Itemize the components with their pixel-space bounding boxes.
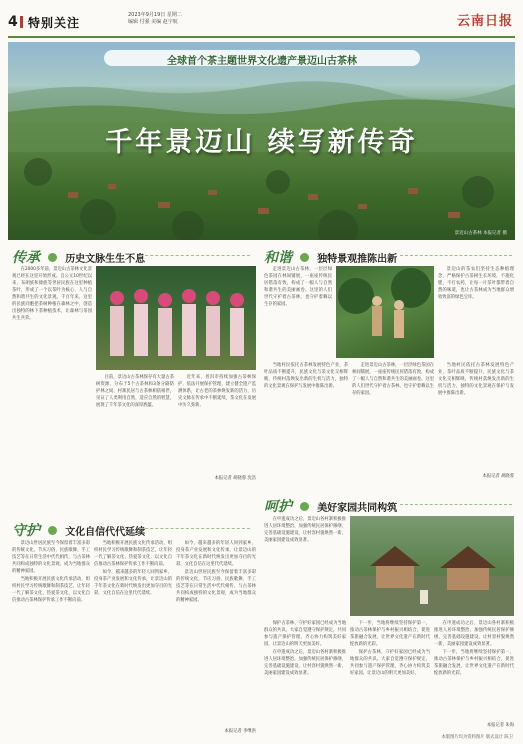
paragraph: 在申遗成功之后，景迈山各村寨积极推进人居环境整治，加强传统民居保护修缮，完善基础设施建设，让村容村貌焕然一新，美丽家园建设成效显著。 — [264, 517, 346, 543]
home-column-2 — [264, 620, 346, 736]
section-history-script: 传承 — [12, 250, 40, 266]
tea-picking-illustration — [336, 266, 434, 358]
home-column-4 — [434, 620, 514, 720]
leaf-icon — [300, 502, 309, 511]
paragraph: 景迈山世居民族至今保留着丰富多彩的传统文化，节庆习俗、民族歌舞、手工技艺等在日常生活中代代相传，与古茶林共同构成独特的文化景观，成为当地群众的精神家园。 — [12, 541, 90, 574]
issue-editors: 编辑 付强 美编 赵宇航 — [128, 19, 178, 25]
page-accent-bar — [20, 16, 23, 28]
section-divider — [140, 528, 250, 529]
hero-headline: 千年景迈山 续写新传奇 — [105, 127, 418, 158]
paragraph: 当地村民依托古茶林发展特色产业，茶叶品质不断提升，民族文化与茶文化交相辉映，传统村落焕发出新的生机与活力，独特的文化景观在保护与发展中推陈出新。 — [264, 363, 348, 389]
section-culture-title: 文化自信代代延续 — [65, 527, 146, 538]
paragraph: 近年来，普洱市持续加强古茶林保护，依法开展保护管理，建立健全遗产监测体系，让古老的茶林焕发新的活力，历史文脉在传承中不断延续，茶文化在发展中历久弥新。 — [178, 375, 256, 408]
culture-column-3 — [176, 540, 256, 726]
history-credit: 本报记者 胡晓蓉 沈浩 — [214, 476, 256, 481]
paragraph: 当地村民依托古茶林发展特色产业，茶叶品质不断提升，民族文化与茶文化交相辉映，传统村落焕发出新的生机与活力，独特的文化景观在保护与发展中推陈出新。 — [438, 363, 514, 396]
village-illustration — [350, 516, 514, 616]
issue-date: 2023年9月19日 星期二 — [128, 12, 182, 18]
paragraph: 走进景迈山古茶林，一层层绿色茶园在林间铺展，一座座传统民居错落有致，构成了一幅人与自然和谐共生的美丽画卷。这里的人们世代守护着古茶林，也守护着赖以生存的家园。 — [352, 363, 434, 396]
paragraph: 景迈山世居民族至今保留着丰富多彩的传统文化，节庆习俗、民族歌舞、手工技艺等在日常生活中代代相传，与古茶林共同构成独特的文化景观，成为当地群众的精神家园。 — [176, 570, 256, 603]
section-harmony-heading — [264, 247, 398, 266]
harmony-column-5 — [438, 362, 514, 470]
newspaper-masthead: 云南日报 — [456, 14, 513, 29]
section-culture-heading — [12, 520, 146, 539]
hero-photo — [8, 42, 515, 240]
page-number: 4 — [8, 14, 18, 30]
paragraph: 走进景迈山古茶林，一层层绿色茶园在林间铺展，一座座传统民居错落有致，构成了一幅人与自然和谐共生的美丽画卷。这里的人们世代守护着古茶林，也守护着赖以生存的家园。 — [264, 267, 332, 307]
paragraph: 下一步，当地将继续坚持保护第一，推动古茶林保护与乡村振兴相结合，促进茶旅融合发展，让世界文化遗产在新时代绽放新的光彩。 — [350, 621, 430, 647]
section-harmony-title: 独特景观推陈出新 — [317, 254, 398, 265]
harmony-column-1 — [264, 266, 332, 358]
hero-caption: 景迈山古茶林 本报记者 摄 — [454, 231, 507, 236]
history-column-1 — [12, 266, 92, 426]
culture-credit: 本报记者 李继洪 — [224, 729, 256, 734]
paragraph: 景迈山的茶农们坚持生态种植理念，严格保护古茶树生长环境，不施化肥、不打农药，让每一片茶叶都带着自然的味道，也让古茶林成为当地群众增收致富的绿色宝库。 — [438, 267, 514, 300]
paragraph: 当地积极开展民族文化传承活动，组织村民学习传统歌舞和制茶技艺，让年轻一代了解茶文化、热爱茶文化，以文化自信推动古茶林保护传承工作不断向前。 — [94, 541, 172, 567]
page-header — [0, 0, 523, 40]
paragraph: 在申遗成功之后，景迈山各村寨积极推进人居环境整治，加强传统民居保护修缮，完善基础设施建设，让村容村貌焕然一新，美丽家园建设成效显著。 — [264, 650, 346, 676]
section-divider — [400, 255, 512, 256]
section-history-heading — [12, 247, 146, 266]
section-divider — [400, 504, 512, 505]
harmony-column-3 — [438, 266, 514, 358]
section-culture-script: 守护 — [12, 523, 40, 539]
paragraph: 当地积极开展民族文化传承活动，组织村民学习传统歌舞和制茶技艺，让年轻一代了解茶文化、热爱茶文化，以文化自信推动古茶林保护传承工作不断向前。 — [12, 577, 90, 603]
paragraph: 保护古茶林、守护好家园已经成为当地群众的共识。大家自觉遵守保护规定，共同参与遗产保护管理，齐心协力构筑美好家园，让景迈山的明天更加美好。 — [264, 621, 346, 647]
issue-info — [128, 12, 182, 26]
paragraph: 如今，越来越多的年轻人回到家乡，投身茶产业发展和文化传承，让景迈山的千年茶文化在新时代焕发出更加夺目的光彩，文化自信在这里代代延续。 — [94, 570, 172, 596]
culture-column-1 — [12, 540, 90, 736]
paragraph: 在申遗成功之后，景迈山各村寨积极推进人居环境整治，加强传统民居保护修缮，完善基础设施建设，让村容村貌焕然一新，美丽家园建设成效显著。 — [434, 621, 514, 647]
section-history-title: 历史文脉生生不息 — [65, 254, 146, 265]
page-footer-note: 本版图片均为资料图片 版式设计 陈卫 — [441, 735, 513, 740]
hero-kicker: 全球首个茶主题世界文化遗产景迈山古茶林 — [167, 56, 357, 67]
header-rule — [8, 36, 515, 38]
harmony-column-4 — [352, 362, 434, 470]
leaf-icon — [300, 253, 309, 262]
home-column-3 — [350, 620, 430, 728]
harmony-column-2 — [264, 362, 348, 470]
section-harmony-script: 和谐 — [264, 250, 292, 266]
leaf-icon — [48, 253, 57, 262]
paragraph: 如今，越来越多的年轻人回到家乡，投身茶产业发展和文化传承，让景迈山的千年茶文化在新时代焕发出更加夺目的光彩，文化自信在这里代代延续。 — [176, 541, 256, 567]
harmony-credit: 本报记者 胡晓蓉 — [482, 474, 514, 479]
village-photo — [350, 516, 514, 616]
culture-column-2 — [94, 540, 172, 736]
paragraph: 目前，景迈山古茶林保存有大量古茶树资源，分布于5个古茶林和3条分隔防护林之间，村寨民居与古茶林相依相伴，见证了人类利用自然、适应自然的智慧，展现了千年茶文化的深厚底蕴。 — [96, 375, 174, 408]
home-credit: 本报记者 朱海 — [486, 723, 514, 728]
section-divider — [140, 255, 250, 256]
dancers-illustration — [96, 266, 256, 370]
tea-picking-photo — [336, 266, 434, 358]
section-title: 特别关注 — [28, 16, 81, 30]
leaf-icon — [48, 526, 57, 535]
paragraph: 下一步，当地将继续坚持保护第一，推动古茶林保护与乡村振兴相结合，促进茶旅融合发展，让世界文化遗产在新时代绽放新的光彩。 — [434, 650, 514, 676]
history-column-3 — [178, 374, 256, 474]
section-home-script: 呵护 — [264, 499, 292, 515]
section-home-heading — [264, 496, 398, 515]
dancers-photo — [96, 266, 256, 370]
home-column-1 — [264, 516, 346, 616]
history-column-2 — [96, 374, 174, 482]
section-home-title: 美好家园共同构筑 — [317, 503, 398, 514]
paragraph: 在2000多年前，景迈山古茶林文化景观已经在这里开始形成。自公元10世纪以来，布朗族和傣族等世居民族在这里种植茶叶，形成了一个以茶叶为核心、人与自然和谐共生的文化景观。千百年来，这里的民族同胞把茶树种植在森林之中，创造出独特的林下茶种植技术，让森林与茶园共生共荣。 — [12, 267, 92, 321]
paragraph: 保护古茶林、守护好家园已经成为当地群众的共识。大家自觉遵守保护规定，共同参与遗产保护管理，齐心协力构筑美好家园，让景迈山的明天更加美好。 — [350, 650, 430, 676]
